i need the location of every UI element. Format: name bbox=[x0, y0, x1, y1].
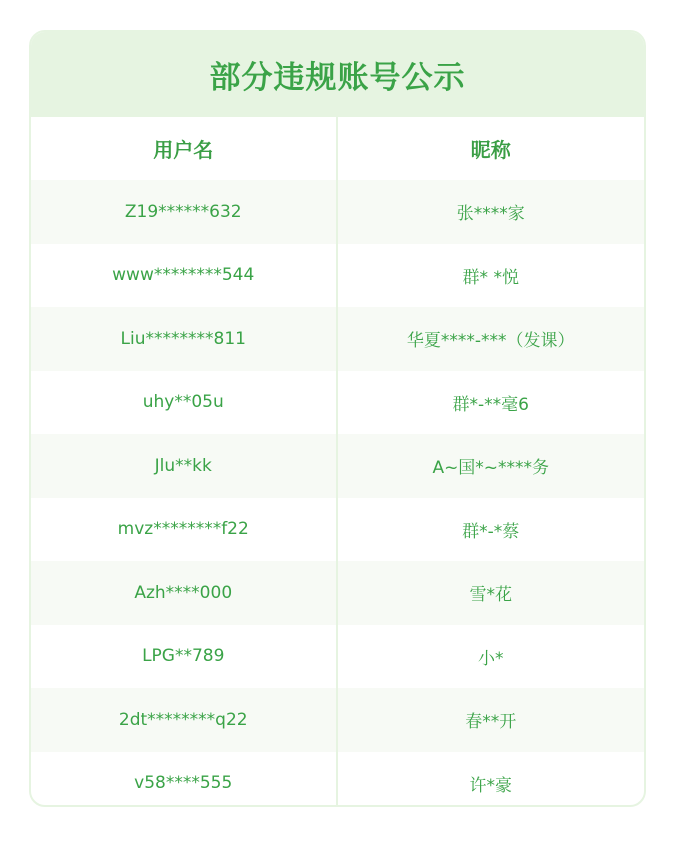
page-title: 部分违规账号公示 bbox=[209, 60, 466, 96]
username-cell: 2dt********q22 bbox=[31, 688, 338, 752]
nickname-cell: A~国*~****务 bbox=[432, 458, 550, 479]
nickname-cell: 群*-**毫6 bbox=[452, 394, 529, 415]
nickname-cell: 许*豪 bbox=[469, 775, 512, 796]
header-username: 用户名 bbox=[31, 117, 338, 180]
nickname-cell: 张****家 bbox=[456, 204, 525, 225]
nickname-cell: 群*-*蔡 bbox=[462, 521, 520, 542]
table-row bbox=[31, 561, 644, 625]
username-cell: Z19******632 bbox=[31, 180, 338, 244]
nickname-cell: 小* bbox=[478, 648, 504, 669]
table-row bbox=[31, 434, 644, 498]
username-cell: Azh****000 bbox=[31, 561, 338, 625]
title-bar bbox=[31, 32, 644, 117]
username-cell: mvz********f22 bbox=[31, 498, 338, 562]
violation-card bbox=[29, 30, 646, 807]
nickname-cell: 华夏****-***（发课） bbox=[406, 331, 575, 352]
table-row bbox=[31, 244, 644, 308]
table-row bbox=[31, 688, 644, 752]
table-row bbox=[31, 752, 644, 808]
table-row bbox=[31, 307, 644, 371]
username-cell: LPG**789 bbox=[31, 625, 338, 689]
nickname-cell: 春**开 bbox=[465, 712, 517, 733]
table-row bbox=[31, 498, 644, 562]
header-nickname: 昵称 bbox=[470, 138, 511, 162]
table-row bbox=[31, 180, 644, 244]
nickname-cell: 群* *悦 bbox=[462, 267, 519, 288]
table-header-row bbox=[31, 117, 644, 180]
username-cell: v58****555 bbox=[31, 752, 338, 808]
username-cell: Liu********811 bbox=[31, 307, 338, 371]
nickname-cell: 雪*花 bbox=[469, 585, 512, 606]
username-cell: uhy**05u bbox=[31, 371, 338, 435]
violation-table bbox=[31, 117, 644, 807]
username-cell: Jlu**kk bbox=[31, 434, 338, 498]
table-row bbox=[31, 625, 644, 689]
username-cell: www********544 bbox=[31, 244, 338, 308]
table-row bbox=[31, 371, 644, 435]
